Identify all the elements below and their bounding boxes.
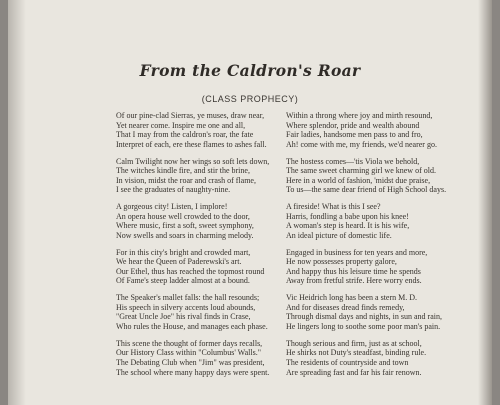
poem-line: His speech in silvery accents loud abounds, [116,302,256,312]
poem-line: A woman's step is heard. It is his wife, [286,221,410,231]
stanza [116,293,284,331]
poem-line: The Debating Club when "Jim" was president, [116,358,265,367]
stanza [286,339,456,377]
poem-line: Where splendor, pride and wealth abound [286,120,420,130]
poem-line: Away from fretful strife. Here worry ends. [286,276,422,286]
poem-line: And happy thus his leisure time he spends [286,266,421,276]
poem-line: And for diseases dread finds remedy, [286,302,405,312]
poem-line: That I may from the caldron's roar, the fate [116,130,254,140]
stanza [286,202,456,240]
poem-line: I see the graduates of naughty-nine. [116,185,231,195]
poem-line: "Great Uncle Joe" his rival finds in Crase, [116,312,251,322]
stanza [116,111,284,149]
poem-line: We hear the Queen of Paderewski's art. [116,257,242,267]
poem-line: The Speaker's mallet falls: the hall resounds; [116,293,260,303]
poem-right-column [286,111,456,384]
poem-line: Through dismal days and nights, in sun and rain, [286,312,442,322]
poem-line: The school where many happy days were spent. [116,367,270,377]
poem-line: Within a throng where joy and mirth resound, [286,111,433,120]
poem-line: An opera house well crowded to the door, [116,211,250,221]
stanza [286,248,456,286]
stanza [116,248,284,286]
poem-line: The same sweet charming girl we knew of old. [286,166,436,176]
poem-line: Our History Class within "Columbus' Walls." [116,348,261,358]
poem-line: Now swells and soars in charming melody. [116,230,254,240]
poem-line: Engaged in business for ten years and more, [286,247,428,257]
poem-line: An ideal picture of domestic life. [286,230,392,240]
poem-line: The residents of countryside and town [286,358,409,367]
poem-line: A fireside! What is this I see? [286,202,381,212]
poem-line: Harris, fondling a babe upon his knee! [286,211,409,221]
poem-line: Here in a world of fashion, 'midst due praise, [286,175,431,185]
poem-line: Our Ethel, thus has reached the topmost round [116,266,265,276]
poem-line: For in this city's bright and crowded mart, [116,247,251,257]
stanza [116,157,284,195]
poem-line: A gorgeous city! Listen, I implore! [116,202,228,212]
stanza [116,202,284,240]
poem-line: He shirks not Duty's steadfast, binding rule. [286,348,427,358]
poem-line: Where music, first a soft, sweet symphony, [116,221,254,231]
poem-line: He now possesses property galore, [286,257,397,267]
poem-line: Interpret of each, ere these flames to ashes fall. [116,139,267,149]
poem-line: Of our pine-clad Sierras, ye muses, draw near, [116,111,265,120]
poem-line: Who rules the House, and manages each phase. [116,322,268,332]
poem-left-column [116,111,284,384]
poem-line: The hostess comes—'tis Viola we behold, [286,156,420,166]
poem-line: The witches kindle fire, and stir the brine, [116,166,250,176]
stanza [116,339,284,377]
stanza [286,293,456,331]
poem-line: Fair ladies, handsome men pass to and fro, [286,130,423,140]
page-title: From the Caldron's Roar [139,61,361,80]
poem-line: Yet nearer come. Inspire me one and all, [116,120,246,130]
poem-line: Though serious and firm, just as at school, [286,338,422,348]
poem-line: Calm Twilight now her wings so soft lets down, [116,156,270,166]
poem-line: To us—the same dear friend of High School days. [286,185,447,195]
poem-line: He lingers long to soothe some poor man's pain. [286,322,441,332]
stanza [286,111,456,149]
poem-line: Ah! come with me, my friends, we'd nearer go. [286,139,437,149]
poem-line: This scene the thought of former days recalls, [116,338,263,348]
poem-line: Of Fame's steep ladder almost at a bound. [116,276,250,286]
poem-line: In vision, midst the roar and crash of flame, [116,175,256,185]
book-page [8,0,492,405]
poem-line: Are spreading fast and far his fair renown. [286,367,422,377]
page-subtitle: (CLASS PROPHECY) [201,94,299,104]
stanza [286,157,456,195]
poem-line: Vic Heidrich long has been a stern M. D. [286,293,418,303]
